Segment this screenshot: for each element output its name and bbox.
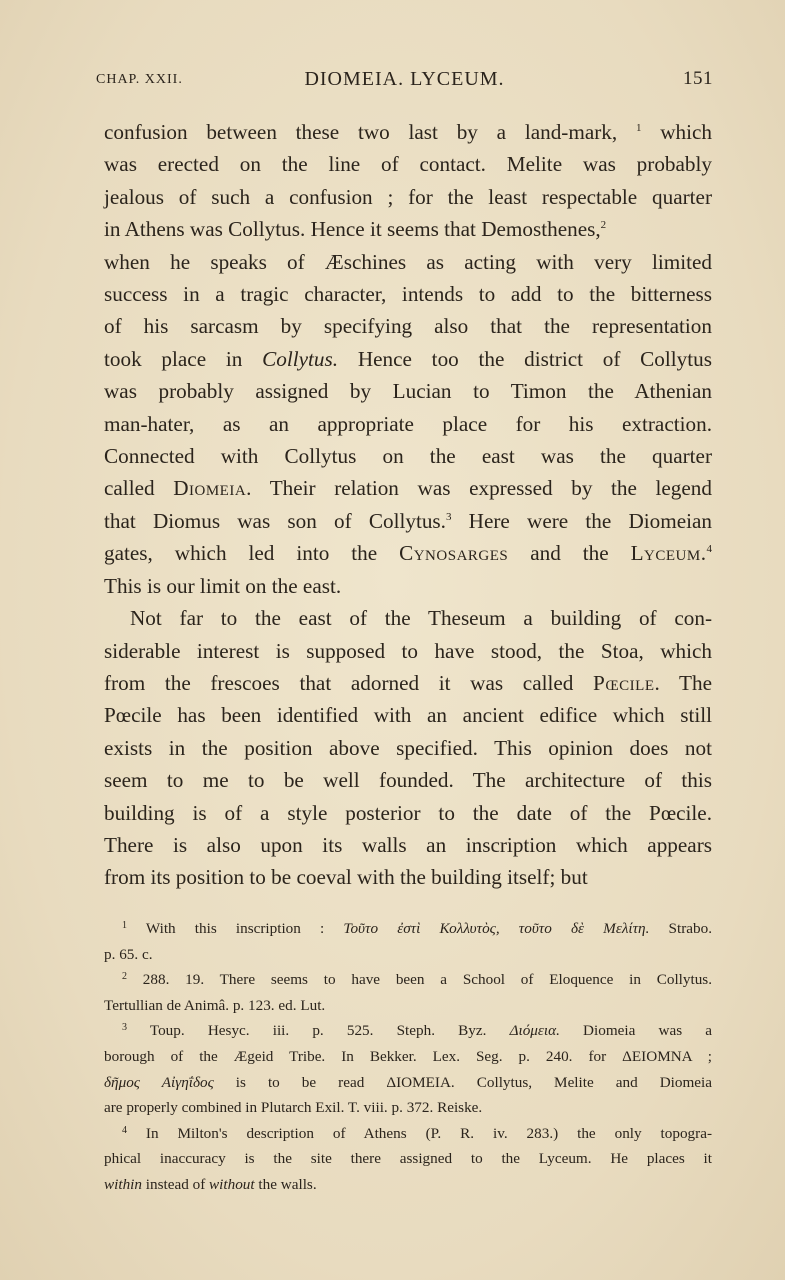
footnote-line [104, 942, 712, 968]
body-line [104, 667, 712, 699]
text-run: Pœcile has been identified with an ancient edifice which still [104, 703, 712, 728]
footnote-line [104, 993, 712, 1019]
small-caps-text: Cynosarges [399, 541, 509, 566]
text-run: Not far to the east of the Theseum a building of con- [130, 606, 712, 631]
text-run: . Their relation was expressed by the legend [246, 476, 712, 501]
body-line [104, 570, 712, 602]
text-run: exists in the position above specified. This opinion does not [104, 735, 712, 760]
text-run: Here were the Diomeian [451, 508, 712, 533]
text-run: the walls. [254, 1175, 317, 1193]
text-run: Connected with Collytus on the east was the quarter [104, 444, 712, 469]
footnote-marker: 4 [122, 1124, 127, 1136]
body-line [104, 797, 712, 829]
small-caps-text: Diomeia [173, 476, 247, 501]
italic-text: δῆμος Αἰγηΐδος [104, 1073, 214, 1091]
italic-text: without [209, 1175, 255, 1193]
text-run: from the frescoes that adorned it was called [104, 670, 594, 695]
body-line [104, 732, 712, 764]
body-line [104, 699, 712, 731]
running-title: DIOMEIA. LYCEUM. [304, 68, 505, 90]
running-header [96, 68, 713, 98]
footnote-line [104, 916, 712, 942]
text-run: p. 65. c. [104, 945, 153, 963]
footnote-line [104, 967, 712, 993]
text-run: confusion between these two last by a land-mark, [104, 120, 636, 144]
text-run: called [104, 476, 174, 501]
footnote-marker: 4 [706, 543, 712, 556]
text-run: was probably assigned by Lucian to Timon the Athenian [104, 379, 712, 404]
footnote-marker: 3 [122, 1022, 127, 1034]
page-number: 151 [683, 68, 713, 89]
body-line [104, 764, 712, 796]
body-line [104, 116, 712, 148]
text-run: gates, which led into the [104, 541, 400, 566]
body-line [104, 213, 712, 245]
text-run: in Athens was Collytus. Hence it seems that Demosthenes, [104, 217, 601, 242]
footnote-marker: 2 [122, 971, 127, 983]
italic-text: Collytus. [262, 346, 339, 371]
text-run: This is our limit on the east. [104, 573, 342, 598]
text-run: man-hater, as an appropriate place for his extraction. [104, 411, 712, 436]
footnote-line [104, 1095, 712, 1121]
small-caps-text: Lyceum. [630, 541, 707, 566]
body-line [104, 602, 712, 634]
text-run: jealous of such a confusion ; for the least respectable quarter [104, 184, 712, 209]
text-run: when he speaks of Æschines as acting with very limited [104, 249, 712, 274]
text-run: . The [654, 670, 712, 695]
body-line [104, 310, 712, 342]
footnote-marker: 1 [122, 920, 127, 931]
text-run: that Diomus was son of Collytus. [104, 508, 446, 533]
text-run: which [641, 120, 712, 144]
footnote-marker: 1 [635, 122, 642, 134]
text-run: siderable interest is supposed to have stood, the Stoa, which [104, 638, 712, 663]
text-run: Tertullian de Animâ. p. 123. ed. Lut. [104, 996, 326, 1014]
footnote-marker: 2 [600, 219, 607, 232]
body-line [104, 375, 712, 407]
footnote-marker: 3 [445, 510, 452, 523]
text-run: 288. 19. There seems to have been a School of Eloquence in Collytus. [127, 971, 712, 989]
text-run: are properly combined in Plutarch Exil. T. viii. p. 372. Reiske. [104, 1099, 483, 1117]
text-run: Diomeia was a [559, 1022, 712, 1040]
body-line [104, 148, 712, 180]
body-line [104, 278, 712, 310]
chapter-label: CHAP. XXII. [96, 72, 183, 87]
body-line [104, 343, 712, 375]
body-line [104, 829, 712, 861]
text-run: success in a tragic character, intends to add to the bitterness [104, 282, 712, 307]
text-run: Strabo. [649, 920, 712, 937]
footnote-line [104, 1121, 712, 1147]
text-run: seem to me to be well founded. The architecture of this [104, 768, 712, 793]
body-line [104, 505, 712, 537]
text-run: from its position to be coeval with the building itself; but [104, 865, 588, 890]
footnote-line [104, 1070, 712, 1096]
text-run: In Milton's description of Athens (P. R. iv. 283.) the only topogra- [127, 1124, 712, 1142]
text-run: phical inaccuracy is the site there assigned to the Lyceum. He places it [104, 1150, 712, 1168]
text-run: borough of the Ægeid Tribe. In Bekker. Lex. Seg. p. 240. for ΔΕΙΟΜΝΑ ; [104, 1047, 712, 1065]
body-line [104, 440, 712, 472]
text-run: of his sarcasm by specifying also that the representation [104, 314, 712, 339]
text-run: With this inscription : [127, 920, 344, 937]
text-run: There is also upon its walls an inscription which appears [104, 832, 712, 857]
body-line [104, 635, 712, 667]
text-run: was erected on the line of contact. Melite was probably [104, 152, 712, 177]
body-line [104, 472, 712, 504]
italic-text: Διόμεια. [509, 1022, 560, 1040]
text-run: took place in [104, 346, 263, 371]
text-run: and the [508, 541, 631, 566]
footnote-line [104, 1044, 712, 1070]
body-line [104, 537, 712, 569]
text-run: instead of [141, 1175, 210, 1193]
body-line [104, 181, 712, 213]
italic-text: within [104, 1175, 142, 1193]
footnotes [104, 916, 712, 1198]
small-caps-text: Pœcile [593, 670, 655, 695]
footnote-line [104, 1146, 712, 1172]
text-run: Hence too the district of Collytus [338, 346, 712, 371]
footnote-line [104, 1018, 712, 1044]
footnote-line [104, 1172, 712, 1198]
text-run: building is of a style posterior to the date of the Pœcile. [104, 800, 712, 825]
body-text [104, 116, 712, 894]
body-line [104, 861, 712, 893]
body-line [104, 246, 712, 278]
italic-text: Τοῦτο ἐστὶ Κολλυτὸς, τοῦτο δὲ Μελίτη. [343, 920, 650, 937]
text-run: is to be read ΔΙΟΜΕΙΑ. Collytus, Melite and Diomeia [213, 1073, 712, 1091]
body-line [104, 408, 712, 440]
text-run: Toup. Hesyc. iii. p. 525. Steph. Byz. [127, 1022, 510, 1040]
